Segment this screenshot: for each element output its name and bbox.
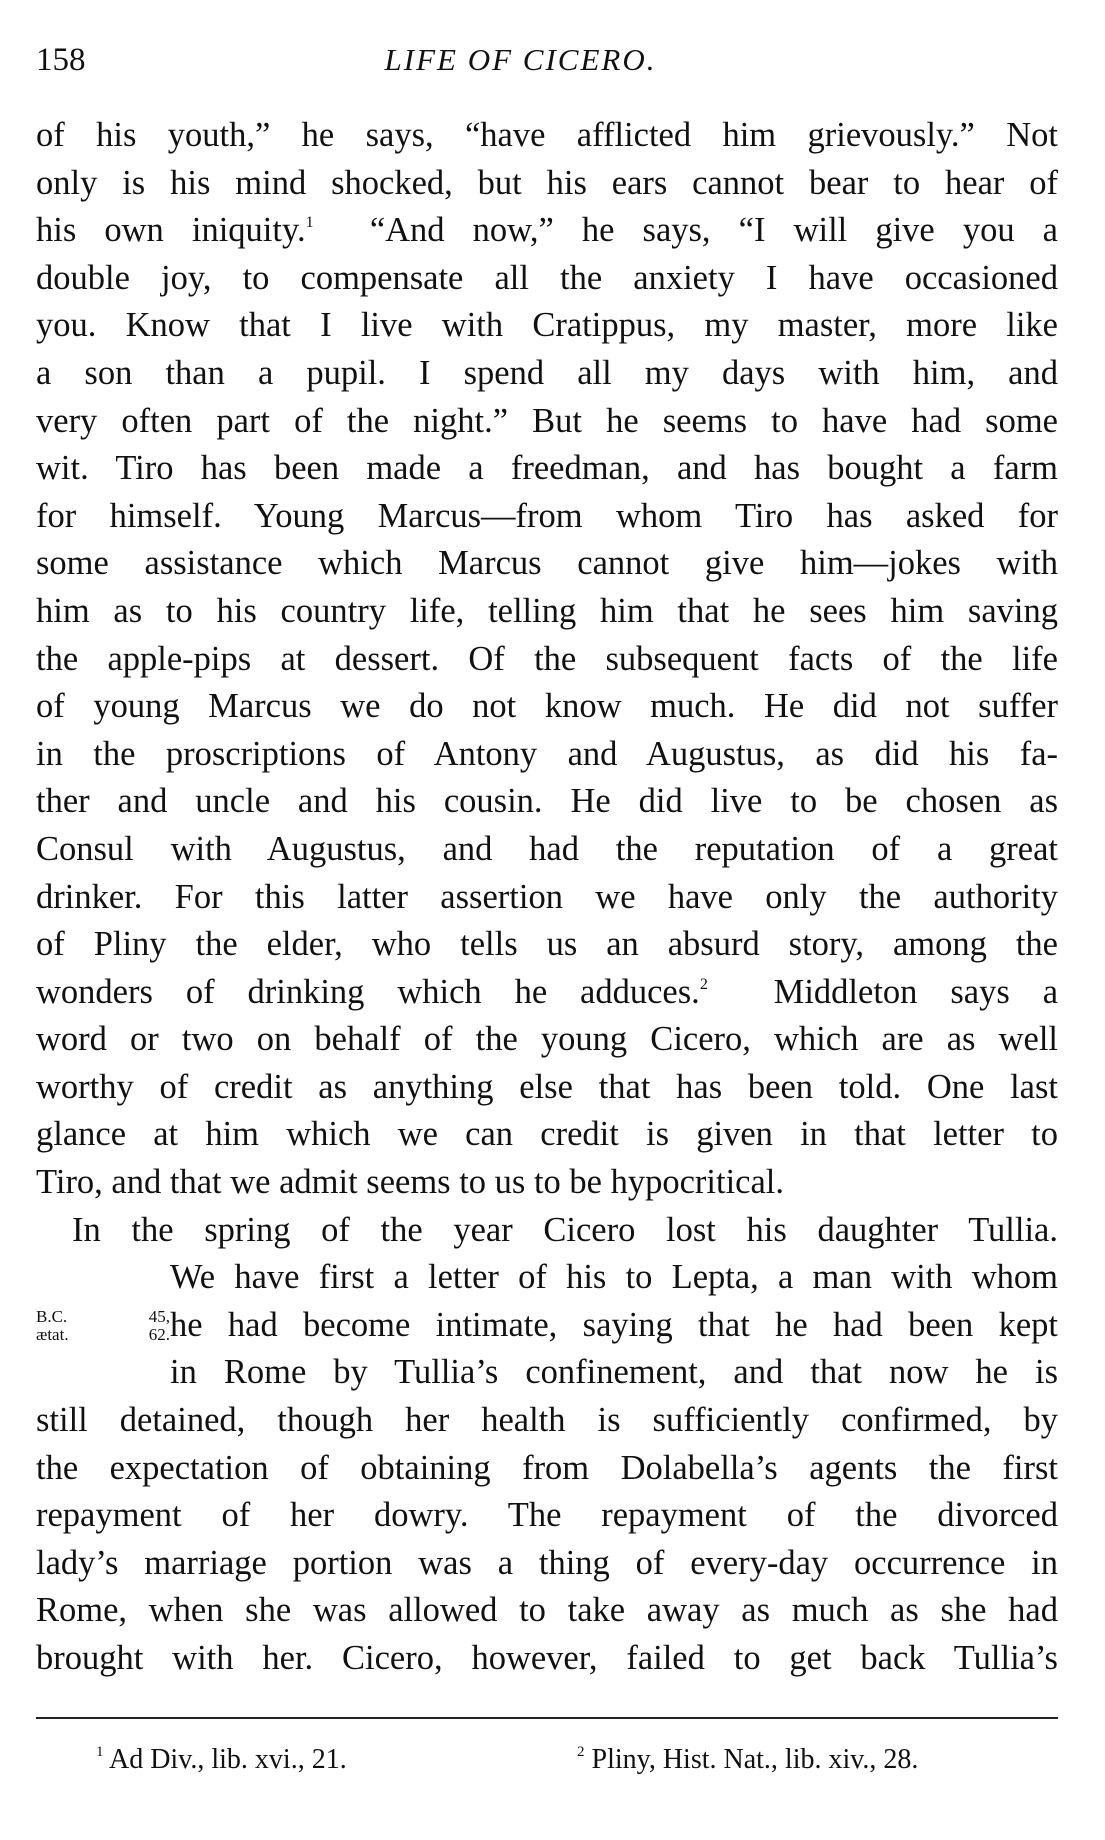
text-segment: his own iniquity. xyxy=(36,211,306,250)
text-line: still detained, though her health is sufficiently confirmed, by xyxy=(36,1401,1058,1440)
text-line: in Rome by Tullia’s confinement, and that now he is xyxy=(170,1353,1058,1392)
text-line: a son than a pupil. I spend all my days with him, and xyxy=(36,353,1058,392)
text-line: of his youth,” he says, “have afflicted him grievously.” Not xyxy=(36,116,1058,154)
text-line: brought with her. Cicero, however, failed to get back Tullia’s xyxy=(36,1639,1058,1677)
text-line: repayment of her dowry. The repayment of the divorced xyxy=(36,1496,1058,1535)
text-line: ther and uncle and his cousin. He did live to be chosen as xyxy=(36,782,1058,821)
footnote xyxy=(96,1744,347,1776)
text-line: We have first a letter of his to Lepta, a man with whom xyxy=(170,1258,1058,1297)
text-segment: wonders of drinking which he adduces. xyxy=(36,972,700,1011)
text-line xyxy=(36,969,1058,1017)
text-line: wit. Tiro has been made a freedman, and has bought a farm xyxy=(36,449,1058,488)
text-line: word or two on behalf of the young Cicero, which are as well xyxy=(36,1020,1058,1059)
text-line: for himself. Young Marcus—from whom Tiro has asked for xyxy=(36,496,1058,535)
text-line xyxy=(36,207,1058,255)
text-line: very often part of the night.” But he seems to have had some xyxy=(36,401,1058,440)
page-number: 158 xyxy=(36,42,86,78)
footnote xyxy=(577,1744,918,1776)
text-line: worthy of credit as anything else that has been told. One last xyxy=(36,1067,1058,1106)
footnote-mark: 2 xyxy=(577,1744,585,1760)
text-line: Tiro, and that we admit seems to us to be hypocritical. xyxy=(36,1163,785,1202)
text-line: some assistance which Marcus cannot give him—jokes with xyxy=(36,544,1058,583)
margin-note-age: ætat. 62. xyxy=(36,1324,170,1344)
text-line: lady’s marriage portion was a thing of every-day occurrence in xyxy=(36,1543,1058,1582)
text-line xyxy=(36,1302,1058,1350)
text-line: him as to his country life, telling him that he sees him saving xyxy=(36,591,1058,630)
text-line: of Pliny the elder, who tells us an absurd story, among the xyxy=(36,925,1058,964)
footnote-divider xyxy=(36,1717,1058,1719)
footnote-text: Ad Div., lib. xvi., 21. xyxy=(108,1744,347,1775)
text-segment: he had become intimate, saying that he had been kept xyxy=(170,1305,1058,1344)
footnote-ref: 1 xyxy=(305,214,314,232)
text-segment: “And now,” he says, “I will give you a xyxy=(369,211,1058,250)
margin-note-year: B.C. 45, xyxy=(36,1306,170,1326)
text-segment: Middleton says a xyxy=(773,972,1059,1011)
text-line: the apple-pips at dessert. Of the subsequent facts of the life xyxy=(36,639,1058,678)
footnote-text: Pliny, Hist. Nat., lib. xiv., 28. xyxy=(591,1744,919,1775)
footnote-mark: 1 xyxy=(96,1744,104,1760)
text-line: you. Know that I live with Cratippus, my master, more like xyxy=(36,306,1058,345)
page-header xyxy=(36,42,1065,82)
text-line: glance at him which we can credit is given in that letter to xyxy=(36,1115,1058,1154)
text-line: of young Marcus we do not know much. He did not suffer xyxy=(36,687,1058,726)
running-head: LIFE OF CICERO. xyxy=(384,42,657,77)
text-line: Consul with Augustus, and had the reputation of a great xyxy=(36,829,1058,868)
text-line: In the spring of the year Cicero lost his daughter Tullia. xyxy=(72,1210,1058,1249)
text-line: only is his mind shocked, but his ears cannot bear to hear of xyxy=(36,163,1058,202)
text-line: Rome, when she was allowed to take away as much as she had xyxy=(36,1591,1058,1630)
footnote-ref: 2 xyxy=(699,975,708,993)
text-line: the expectation of obtaining from Dolabella’s agents the first xyxy=(36,1448,1058,1487)
text-line: double joy, to compensate all the anxiety I have occasioned xyxy=(36,258,1058,297)
body-text xyxy=(36,112,1058,1683)
text-line: drinker. For this latter assertion we have only the authority xyxy=(36,877,1058,916)
text-line: in the proscriptions of Antony and Augustus, as did his fa- xyxy=(36,734,1058,773)
footnotes xyxy=(96,1744,1065,1784)
margin-note xyxy=(36,1308,170,1344)
